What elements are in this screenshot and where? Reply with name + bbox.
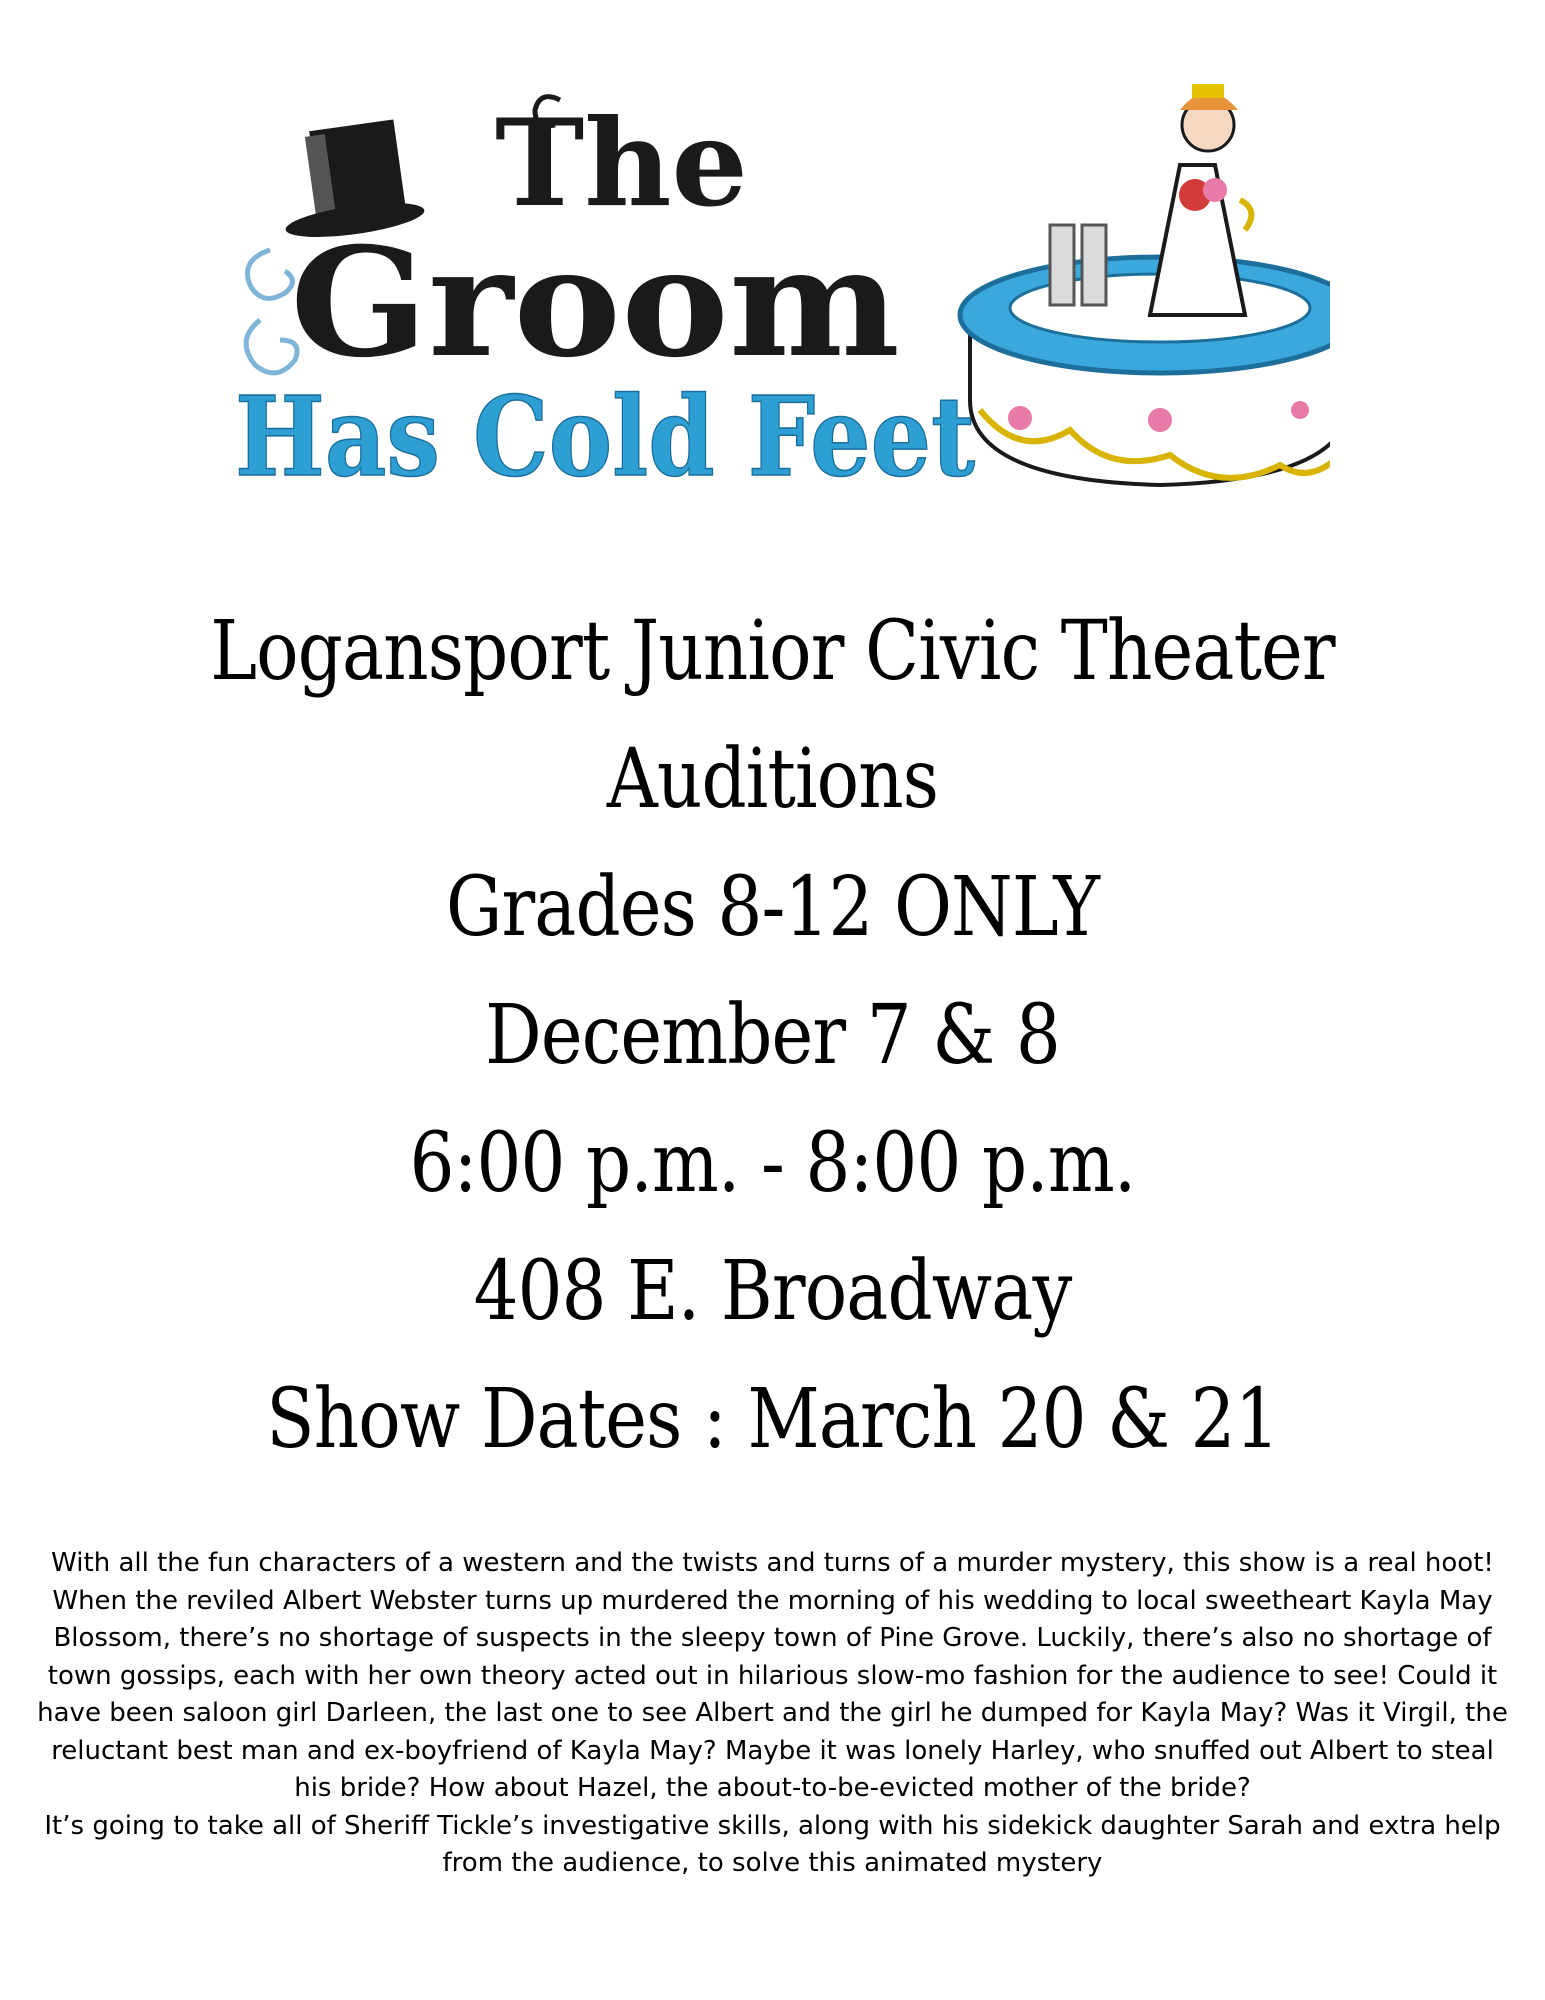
audition-time: 6:00 p.m. - 8:00 p.m. [409,1116,1136,1211]
description-paragraph: When the reviled Albert Webster turns up murdered the morning of his wedding to local sweetheart Kayla May Blossom, there’s no shortage of suspects in the sleepy town of Pine Grove. Luckily, there’s also no shortage of town gossips, each with her own theory acted out in hilarious slow-mo fashion for the audience to see! Could it have been saloon girl Darleen, the last one to see Albert and the girl he dumped for Kayla May? Was it Virgil, the reluctant best man and ex-boyfriend of Kayla May? Maybe it was lonely Harley, who snuffed out Albert to steal his bride? How about Hazel, the about-to-be-evicted mother of the bride? [37,1585,1508,1803]
auditions-heading: Auditions [606,732,939,827]
show-description [30,1545,1515,1883]
theater-name: Logansport Junior Civic Theater [210,604,1335,699]
audition-dates: December 7 & 8 [485,988,1060,1083]
description-paragraph: It’s going to take all of Sheriff Tickle’s investigative skills, along with his sidekick daughter Sarah and extra help from the audience, to solve this animated mystery [44,1810,1501,1878]
logo-title-groom: Groom [290,215,900,391]
grades-requirement: Grades 8-12 ONLY [445,860,1100,955]
bride-icon [1150,84,1251,315]
description-paragraph: With all the fun characters of a western and the twists and turns of a murder mystery, this show is a real hoot! [51,1548,1494,1578]
wedding-cake-icon [960,225,1330,485]
logo-title-the: The [495,93,748,234]
audition-details [0,588,1545,1484]
logo-title-has-cold-feet: Has Cold Feet [235,372,976,501]
show-logo [230,70,1330,510]
audition-address: 408 E. Broadway [473,1244,1072,1339]
show-dates: Show Dates : March 20 & 21 [266,1372,1279,1467]
